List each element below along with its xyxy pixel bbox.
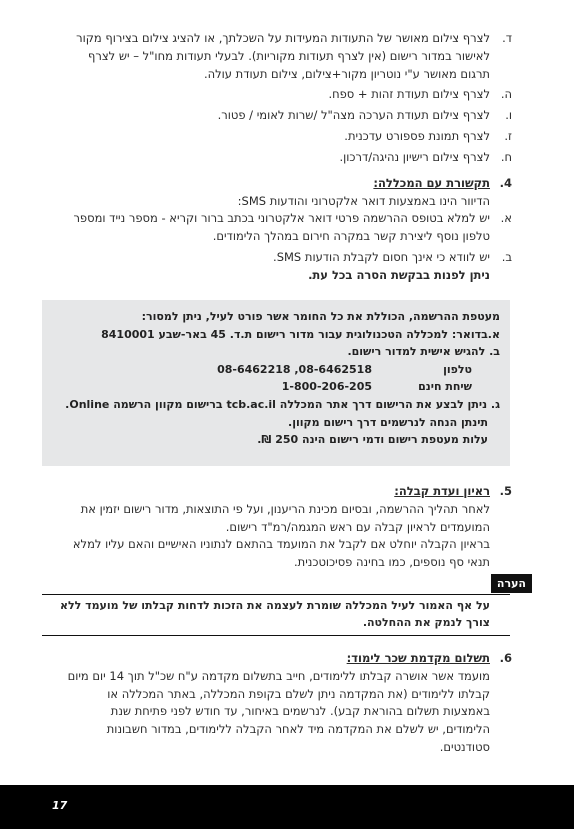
list-mark: ב.	[501, 249, 512, 264]
list-text: יש לוודא כי אינך חסום לקבלת הודעות SMS.	[273, 249, 490, 264]
section-6-paragraph: מועמד אשר אושרה קבלתו ללימודים, חייב בתשלום מקדמה ע"ח שכ"ל תוך 14 יום מיום קבלתו ללימודים (את המקדמה ניתן לשלם בקופת המכללה, באתר המכללה או באמצעות תשלום בהוראת קבע). לנרשמים באיחור, עד חודש לפני פתיחת שנת הלימודים, יש לשלם את המקדמה מיד לאחר הקבלה ללימודים, במדור חשבונות סטודנטים.	[67, 668, 490, 755]
box-heading: מעטפת ההרשמה, הכוללת את כל החומר אשר פורט לעיל, ניתן למסור:	[141, 310, 500, 323]
section-title: ראיון ועדת קבלה:	[394, 484, 490, 498]
list-mark: ו.	[505, 108, 512, 123]
list-text: יש למלא בטופס ההרשמה פרטי דואר אלקטרוני בכתב ברור וקריא - מספר נייד ומספר טלפון נוסף ליצירת קשר במקרה חירום במהלך הלימודים.	[73, 211, 490, 244]
list-text: לצרף צילום רישיון נהיגה/דרכון.	[339, 149, 490, 164]
note-block	[42, 574, 526, 636]
section-6	[62, 650, 512, 757]
section-5	[62, 483, 512, 572]
list-mark: ח.	[500, 149, 512, 164]
list-item	[62, 30, 512, 83]
section-6-heading	[62, 650, 512, 668]
list-text: לצרף תמונת פספורט עדכנית.	[344, 129, 490, 144]
section-5-paragraph: בראיון הקבלה יוחלט אם לקבל את המועמד בהתאם לנתוניו האישיים והאם עליו למלא תנאי סף נוספים, כמו בחינה פסיכוטכנית.	[72, 537, 490, 570]
list-text: לצרף צילום תעודת זהות + ספח.	[328, 87, 490, 102]
page-footer	[0, 785, 574, 829]
free-call-value: 1-800-206-205	[281, 380, 372, 394]
phone-value: 08-6462218 ,08-6462518	[217, 362, 372, 376]
section-4-heading	[62, 175, 512, 193]
page-content	[62, 30, 512, 288]
free-call-label: שיחת חינם	[418, 380, 472, 394]
section-title: תשלום מקדמת שכר לימוד:	[346, 651, 490, 665]
list-mark: ז.	[504, 129, 512, 144]
list-mark: ה.	[500, 87, 512, 102]
list-mark: א.	[500, 211, 512, 226]
submission-box	[42, 300, 510, 466]
list-item	[62, 249, 512, 285]
section-number: 6.	[499, 651, 512, 665]
list-text: לצרף צילום מאושר של התעודות המעידות על השכלתך, או להציג צילום בצירוף מקור לאישור במדור רישום (אין לצרף תעודות מקוריות). לבעלי תעודות מחו"ל – יש לצרף תרגום מאושר ע"י נוטריון מקור+צילום, צילום תעודת עולה.	[76, 31, 490, 81]
list-item	[62, 86, 512, 104]
box-option-online: ג. ניתן לבצע את הרישום דרך אתר המכללה tcb.ac.il ברישום מקוון הרשמה Online.	[65, 397, 500, 411]
contact-grid	[52, 361, 500, 396]
section-title: תקשורת עם המכללה:	[373, 175, 490, 190]
list-text-bold: ניתן לפנות בבקשת הסרה בכל עת.	[308, 267, 490, 282]
list-text: לצרף צילום תעודת הערכה מצה"ל /שרות לאומי / פטור.	[217, 108, 490, 123]
section-number: 5.	[499, 484, 512, 498]
note-text: על אף האמור לעיל המכללה שומרת לעצמה את הזכות לדחות קבלתו של מועמד ללא צורך לנמק את ההחלטה.	[42, 594, 510, 636]
box-cost: עלות מעטפת רישום ודמי רישום הינה 250 ₪.	[257, 433, 488, 447]
section-4-intro: הדיוור הינו באמצעות דואר אלקטרוני והודעות SMS:	[237, 193, 490, 208]
box-discount: תינתן הנחה לנרשמים דרך רישום מקוון.	[288, 415, 488, 429]
list-mark: ד.	[502, 31, 512, 45]
page-number: 17	[52, 799, 68, 812]
box-option-in-person: ב. להגיש אישית למדור רישום.	[347, 345, 500, 359]
list-item	[62, 149, 512, 167]
box-option-mail: א.בדואר: למכללה הטכנולוגית עבור מדור רישום ת.ד. 45 באר-שבע 8410001	[101, 327, 500, 341]
list-item	[62, 128, 512, 146]
section-5-paragraph: לאחר תהליך ההרשמה, ובסיום מכינת הריענון, ועל פי התוצאות, מדור רישום יזמין את המועמדים לראיון קבלה עם ראש המגמה/רמ"ד רישום.	[80, 501, 490, 534]
phone-label: טלפון	[443, 362, 472, 376]
note-label: הערה	[491, 574, 532, 593]
section-number: 4.	[499, 175, 512, 190]
section-5-heading	[62, 483, 512, 501]
list-item	[62, 107, 512, 125]
list-item	[62, 210, 512, 246]
requirements-list	[62, 30, 512, 167]
